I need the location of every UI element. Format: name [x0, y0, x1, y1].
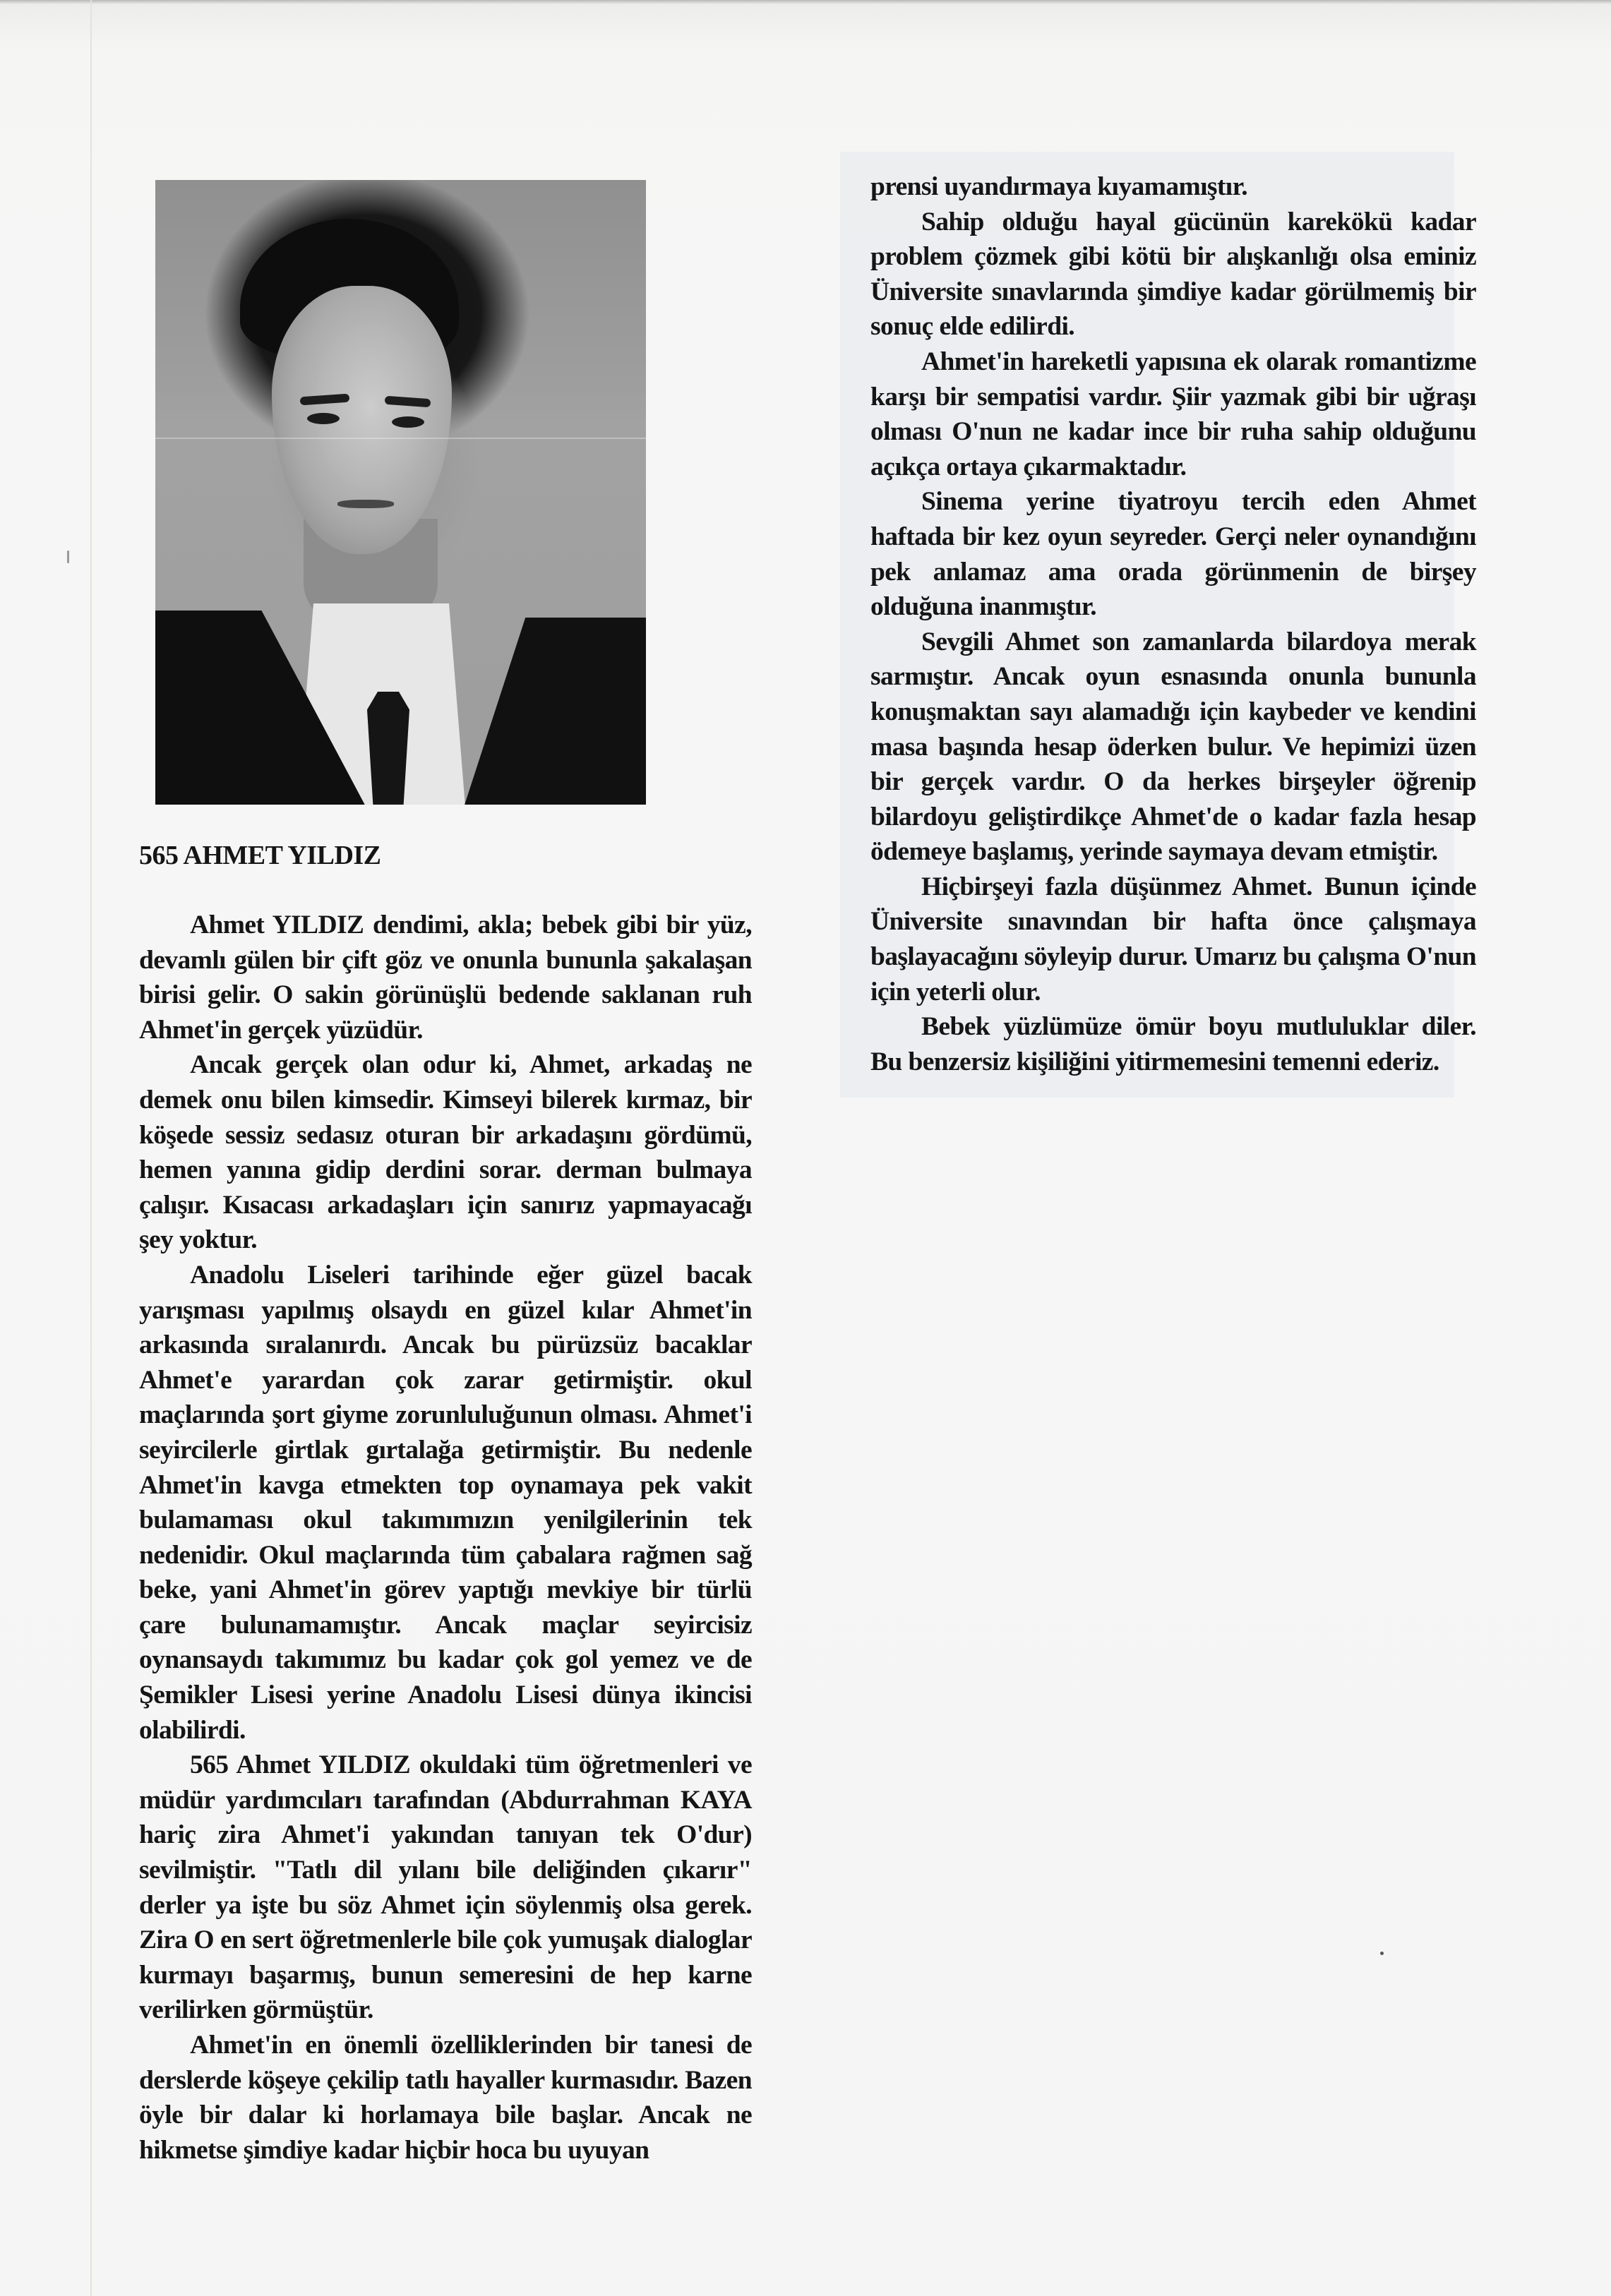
student-heading: 565 AHMET YILDIZ	[139, 841, 381, 870]
paragraph: Sahip olduğu hayal gücünün karekökü kadar problem çözmek gibi kötü bir alışkanlığı olsa eminiz Üniversite sınavlarında şimdiye kadar görülmemiş bir sonuç elde edilirdi.	[870, 207, 1476, 342]
scan-speck	[1380, 1952, 1384, 1955]
paragraph: Hiçbirşeyi fazla düşünmez Ahmet. Bunun içinde Üniversite sınavından bir hafta önce çalışmaya başlayacağını söyleyip durur. Umarız bu çalışma O'nun için yeterli olur.	[870, 872, 1476, 1006]
scan-left-edge	[90, 0, 92, 2296]
paragraph: Anadolu Liseleri tarihinde eğer güzel bacak yarışması yapılmış olsaydı en güzel kılar Ahmet'in arkasında sıralanırdı. Ancak bu pürüzsüz bacaklar Ahmet'e yarardan çok zarar getirmiştir. okul maçlarında şort giyme zorunluluğunun olması. Ahmet'i seyircilerle girtlak gırtalağa getirmiştir. Bu nedenle Ahmet'in kavga etmekten top oynamaya pek vakit bulamaması okul takımımızın yenilgilerinin tek nedenidir. Okul maçlarında tüm çabalara rağmen sağ beke, yani Ahmet'in görev yaptığı mevkiye bir türlü çare bulunamamıştır. Ancak maçlar seyircisiz oynansaydı takımımız bu kadar çok gol yemez ve de Şemikler Lisesi yerine Anadolu Lisesi dünya ikincisi olabilirdi.	[139, 1260, 752, 1745]
paragraph: Ahmet YILDIZ dendimi, akla; bebek gibi bir yüz, devamlı gülen bir çift göz ve onunla bununla şakalaşan birisi gelir. O sakin görünüşlü bedende saklanan ruh Ahmet'in gerçek yüzüdür.	[139, 910, 752, 1045]
photo-tie	[367, 692, 409, 805]
paragraph: Sinema yerine tiyatroyu tercih eden Ahmet haftada bir kez oyun seyreder. Gerçi neler oynandığını pek anlamaz ama orada görünmenin de birşey olduğuna inanmıştır.	[870, 487, 1476, 622]
paragraph-continued: prensi uyandırmaya kıyamamıştır.	[870, 172, 1247, 201]
paragraph: 565 Ahmet YILDIZ okuldaki tüm öğretmenleri ve müdür yardımcıları tarafından (Abdurrahman KAYA hariç zira Ahmet'i yakından tanıyan tek O'dur) sevilmiştir. "Tatlı dil yılanı bile deliğinden çıkarır" derler ya işte bu söz Ahmet için söylenmiş olsa gerek. Zira O en sert öğretmenlerle bile çok yumuşak dialoglar kurmayı başarmış, bunun semeresini de hep karne verilirken görmüştür.	[139, 1750, 752, 2025]
paragraph: Ancak gerçek olan odur ki, Ahmet, arkadaş ne demek onu bilen kimsedir. Kimseyi bilerek kırmaz, bir köşede sessiz sedasız oturan bir arkadaşını gördümü, hemen yanına gidip derdini sorar. derman bulmaya çalışır. Kısacası arkadaşları için sanırız yapmayacağı şey yoktur.	[139, 1050, 752, 1255]
paragraph: Ahmet'in en önemli özelliklerinden bir tanesi de derslerde köşeye çekilip tatlı hayaller kurmasıdır. Bazen öyle bir dalar ki horlamaya bile başlar. Ancak ne hikmetse şimdiye kadar hiçbir hoca bu uyuyan	[139, 2031, 752, 2165]
photo-scan-line	[155, 438, 646, 439]
portrait-photo	[155, 180, 646, 805]
paragraph: Bebek yüzlümüze ömür boyu mutluluklar diler. Bu benzersiz kişiliğini yitirmemesini temenni ederiz.	[870, 1012, 1476, 1076]
paragraph: Sevgili Ahmet son zamanlarda bilardoya merak sarmıştır. Ancak oyun esnasında onunla bununla konuşmaktan sayı alamadığı için kaybeder ve kendini masa başında hesap öderken bulur. Ve hepimizi üzen bir gerçek vardır. O da herkes birşeyler öğrenip bilardoyu geliştirdikçe Ahmet'de o kadar fazla hesap ödemeye başlamış, yerinde saymaya devam etmiştir.	[870, 627, 1476, 867]
photo-face	[272, 286, 452, 554]
scan-speck	[67, 551, 69, 563]
left-text-column	[139, 908, 752, 2168]
photo-eye-left	[307, 413, 340, 424]
right-text-column	[870, 169, 1476, 1079]
photo-eye-right	[392, 416, 424, 428]
bleed-through-text-right	[868, 1165, 1468, 2117]
paragraph: Ahmet'in hareketli yapısına ek olarak romantizme karşı bir sempatisi vardır. Şiir yazmak gibi bir uğraşı olması O'nun ne kadar ince bir ruha sahip olduğunu açıkça ortaya çıkarmaktadır.	[870, 347, 1476, 481]
photo-mouth	[337, 500, 394, 508]
scan-top-edge	[0, 0, 1611, 4]
photo-suit-right	[459, 618, 646, 805]
